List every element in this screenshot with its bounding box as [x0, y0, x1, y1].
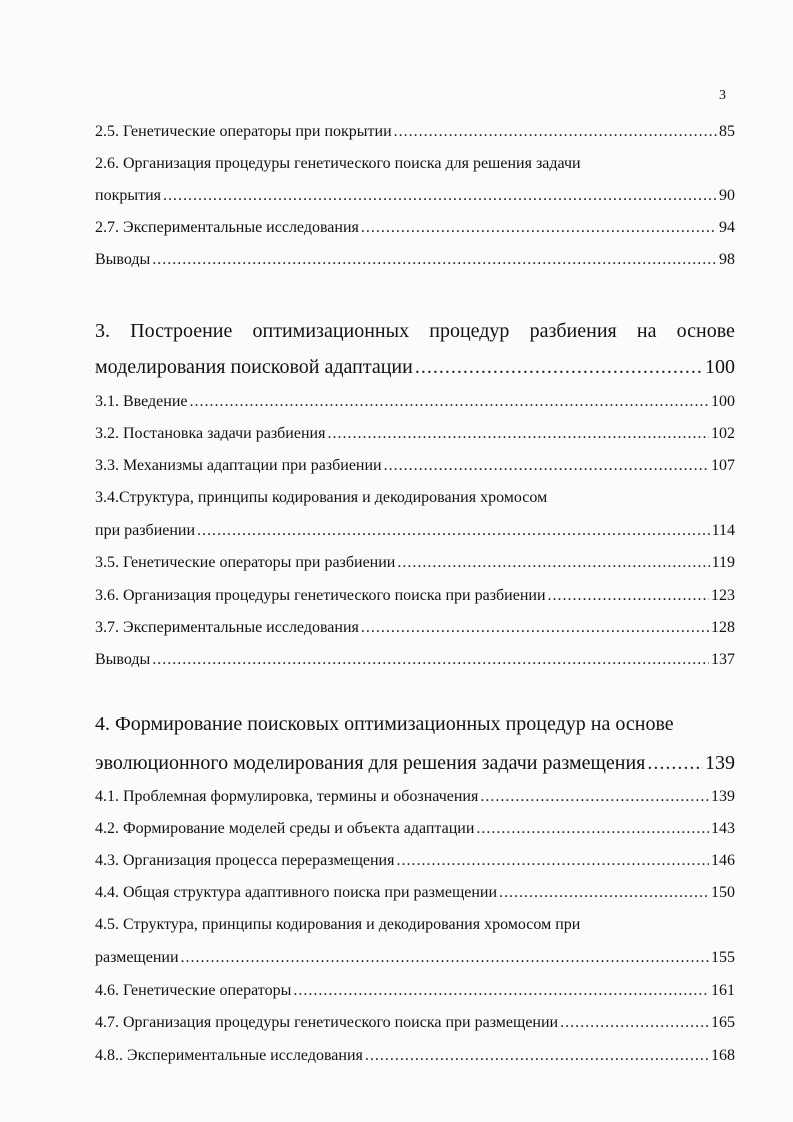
toc-entry-page: 137 [711, 651, 735, 668]
heading-word: разбиения [529, 320, 617, 342]
toc-entry-title: 3.7. Экспериментальные исследования [95, 619, 359, 636]
toc-entry-title: эволюционного моделирования для решения задачи размещения [95, 752, 646, 774]
dot-leader [397, 553, 709, 573]
toc-entry-title: 4.3. Организация процесса переразмещения [95, 852, 395, 869]
toc-entry-3-4 [95, 521, 735, 541]
toc-entry-title: 3.5. Генетические операторы при разбиении [95, 554, 396, 571]
toc-entry-3-2 [95, 424, 735, 444]
dot-leader [327, 424, 709, 444]
section-3-heading-line1 [95, 318, 735, 344]
toc-entry-page: 168 [711, 1047, 735, 1064]
toc-entry-3-7 [95, 618, 735, 638]
dot-leader [190, 392, 710, 412]
toc-entry-page: 123 [711, 587, 735, 604]
dot-leader [415, 354, 703, 380]
toc-entry-2-5 [95, 122, 735, 142]
dot-leader [560, 1013, 709, 1033]
toc-entry-title: Выводы [95, 251, 151, 268]
dot-leader [181, 948, 709, 968]
toc-entry-4-6 [95, 981, 735, 1001]
toc-entry-3-4-line1: 3.4.Структура, принципы кодирования и декодирования хромосом [95, 489, 548, 506]
toc-entry-page: 100 [711, 393, 735, 410]
dot-leader [476, 819, 709, 839]
toc-entry-title: 4.7. Организация процедуры генетического поиска при размещении [95, 1014, 559, 1031]
toc-entry-title: 2.7. Экспериментальные исследования [95, 219, 359, 236]
dot-leader [361, 218, 717, 238]
toc-entry-2-6-line1: 2.6. Организация процедуры генетического поиска для решения задачи [95, 155, 581, 172]
toc-entry-3-5 [95, 553, 735, 573]
toc-entry-page: 107 [711, 457, 735, 474]
heading-word: оптимизационных [252, 320, 410, 342]
toc-entry-title: при разбиении [95, 522, 196, 539]
dot-leader [499, 883, 709, 903]
toc-entry-4-3 [95, 851, 735, 871]
toc-entry-page: 128 [711, 619, 735, 636]
toc-entry-page: 98 [719, 251, 735, 268]
toc-entry-page: 85 [719, 123, 735, 140]
toc-entry-page: 119 [711, 554, 735, 571]
toc-entry-page: 143 [711, 820, 735, 837]
toc-entry-4-4 [95, 883, 735, 903]
toc-entry-title: 4.6. Генетические операторы [95, 982, 292, 999]
toc-entry-page: 150 [711, 884, 735, 901]
dot-leader [152, 250, 717, 270]
toc-entry-page: 165 [711, 1014, 735, 1031]
dot-leader [384, 456, 709, 476]
toc-entry-page: 94 [719, 219, 735, 236]
dot-leader [396, 851, 709, 871]
toc-entry-4-1 [95, 787, 735, 807]
dot-leader [394, 122, 717, 142]
section-4-heading-line1: 4. Формирование поисковых оптимизационных процедур на основе [95, 713, 674, 735]
toc-entry-title: 3.2. Постановка задачи разбиения [95, 425, 326, 442]
section-3-heading-line2 [95, 354, 735, 380]
toc-entry-title: размещении [95, 949, 179, 966]
section-4-heading-line2 [95, 750, 735, 776]
toc-entry-title: 4.8.. Экспериментальные исследования [95, 1047, 363, 1064]
toc-entry-2-7 [95, 218, 735, 238]
toc-entry-3-6 [95, 586, 735, 606]
toc-entry-4-2 [95, 819, 735, 839]
toc-entry-title: покрытия [95, 187, 161, 204]
toc-entry-3-3 [95, 456, 735, 476]
toc-entry-4-5 [95, 948, 735, 968]
toc-entry-page: 146 [711, 852, 735, 869]
dot-leader [365, 1046, 709, 1066]
dot-leader [197, 521, 710, 541]
toc-entry-title: 4.2. Формирование моделей среды и объекта адаптации [95, 820, 475, 837]
toc-entry-page: 102 [711, 425, 735, 442]
heading-word: 3. [95, 320, 110, 342]
toc-entry-page: 100 [705, 356, 735, 378]
toc-entry-2-6 [95, 186, 735, 206]
dot-leader [152, 650, 709, 670]
toc-entry-title: 3.6. Организация процедуры генетического поиска при разбиении [95, 587, 546, 604]
dot-leader [293, 981, 709, 1001]
toc-entry-page: 139 [711, 788, 735, 805]
toc-entry-title: 4.4. Общая структура адаптивного поиска при размещении [95, 884, 498, 901]
toc-entry-4-7 [95, 1013, 735, 1033]
heading-word: на [636, 320, 657, 342]
toc-entry-title: 2.5. Генетические операторы при покрытии [95, 123, 392, 140]
page-number: 3 [719, 88, 726, 103]
toc-entry-title: 4.1. Проблемная формулировка, термины и обозначения [95, 788, 479, 805]
toc-entry-2-conclusions [95, 250, 735, 270]
toc-entry-page: 139 [705, 752, 735, 774]
toc-entry-page: 155 [711, 949, 735, 966]
dot-leader [480, 787, 709, 807]
dot-leader [548, 586, 710, 606]
heading-word: основе [676, 320, 735, 342]
dot-leader [163, 186, 717, 206]
heading-word: процедур [429, 320, 510, 342]
toc-entry-page: 114 [711, 522, 735, 539]
toc-entry-3-1 [95, 392, 735, 412]
dot-leader [361, 618, 709, 638]
heading-word: Построение [130, 320, 233, 342]
toc-entry-page: 161 [711, 982, 735, 999]
toc-entry-4-5-line1: 4.5. Структура, принципы кодирования и декодирования хромосом при [95, 916, 581, 933]
toc-entry-title: 3.3. Механизмы адаптации при разбиении [95, 457, 382, 474]
toc-entry-3-conclusions [95, 650, 735, 670]
dot-leader [647, 750, 703, 776]
toc-entry-title: Выводы [95, 651, 151, 668]
toc-entry-page: 90 [719, 187, 735, 204]
toc-entry-title: 3.1. Введение [95, 393, 188, 410]
toc-entry-title: моделирования поисковой адаптации [95, 356, 413, 378]
toc-entry-4-8 [95, 1046, 735, 1066]
